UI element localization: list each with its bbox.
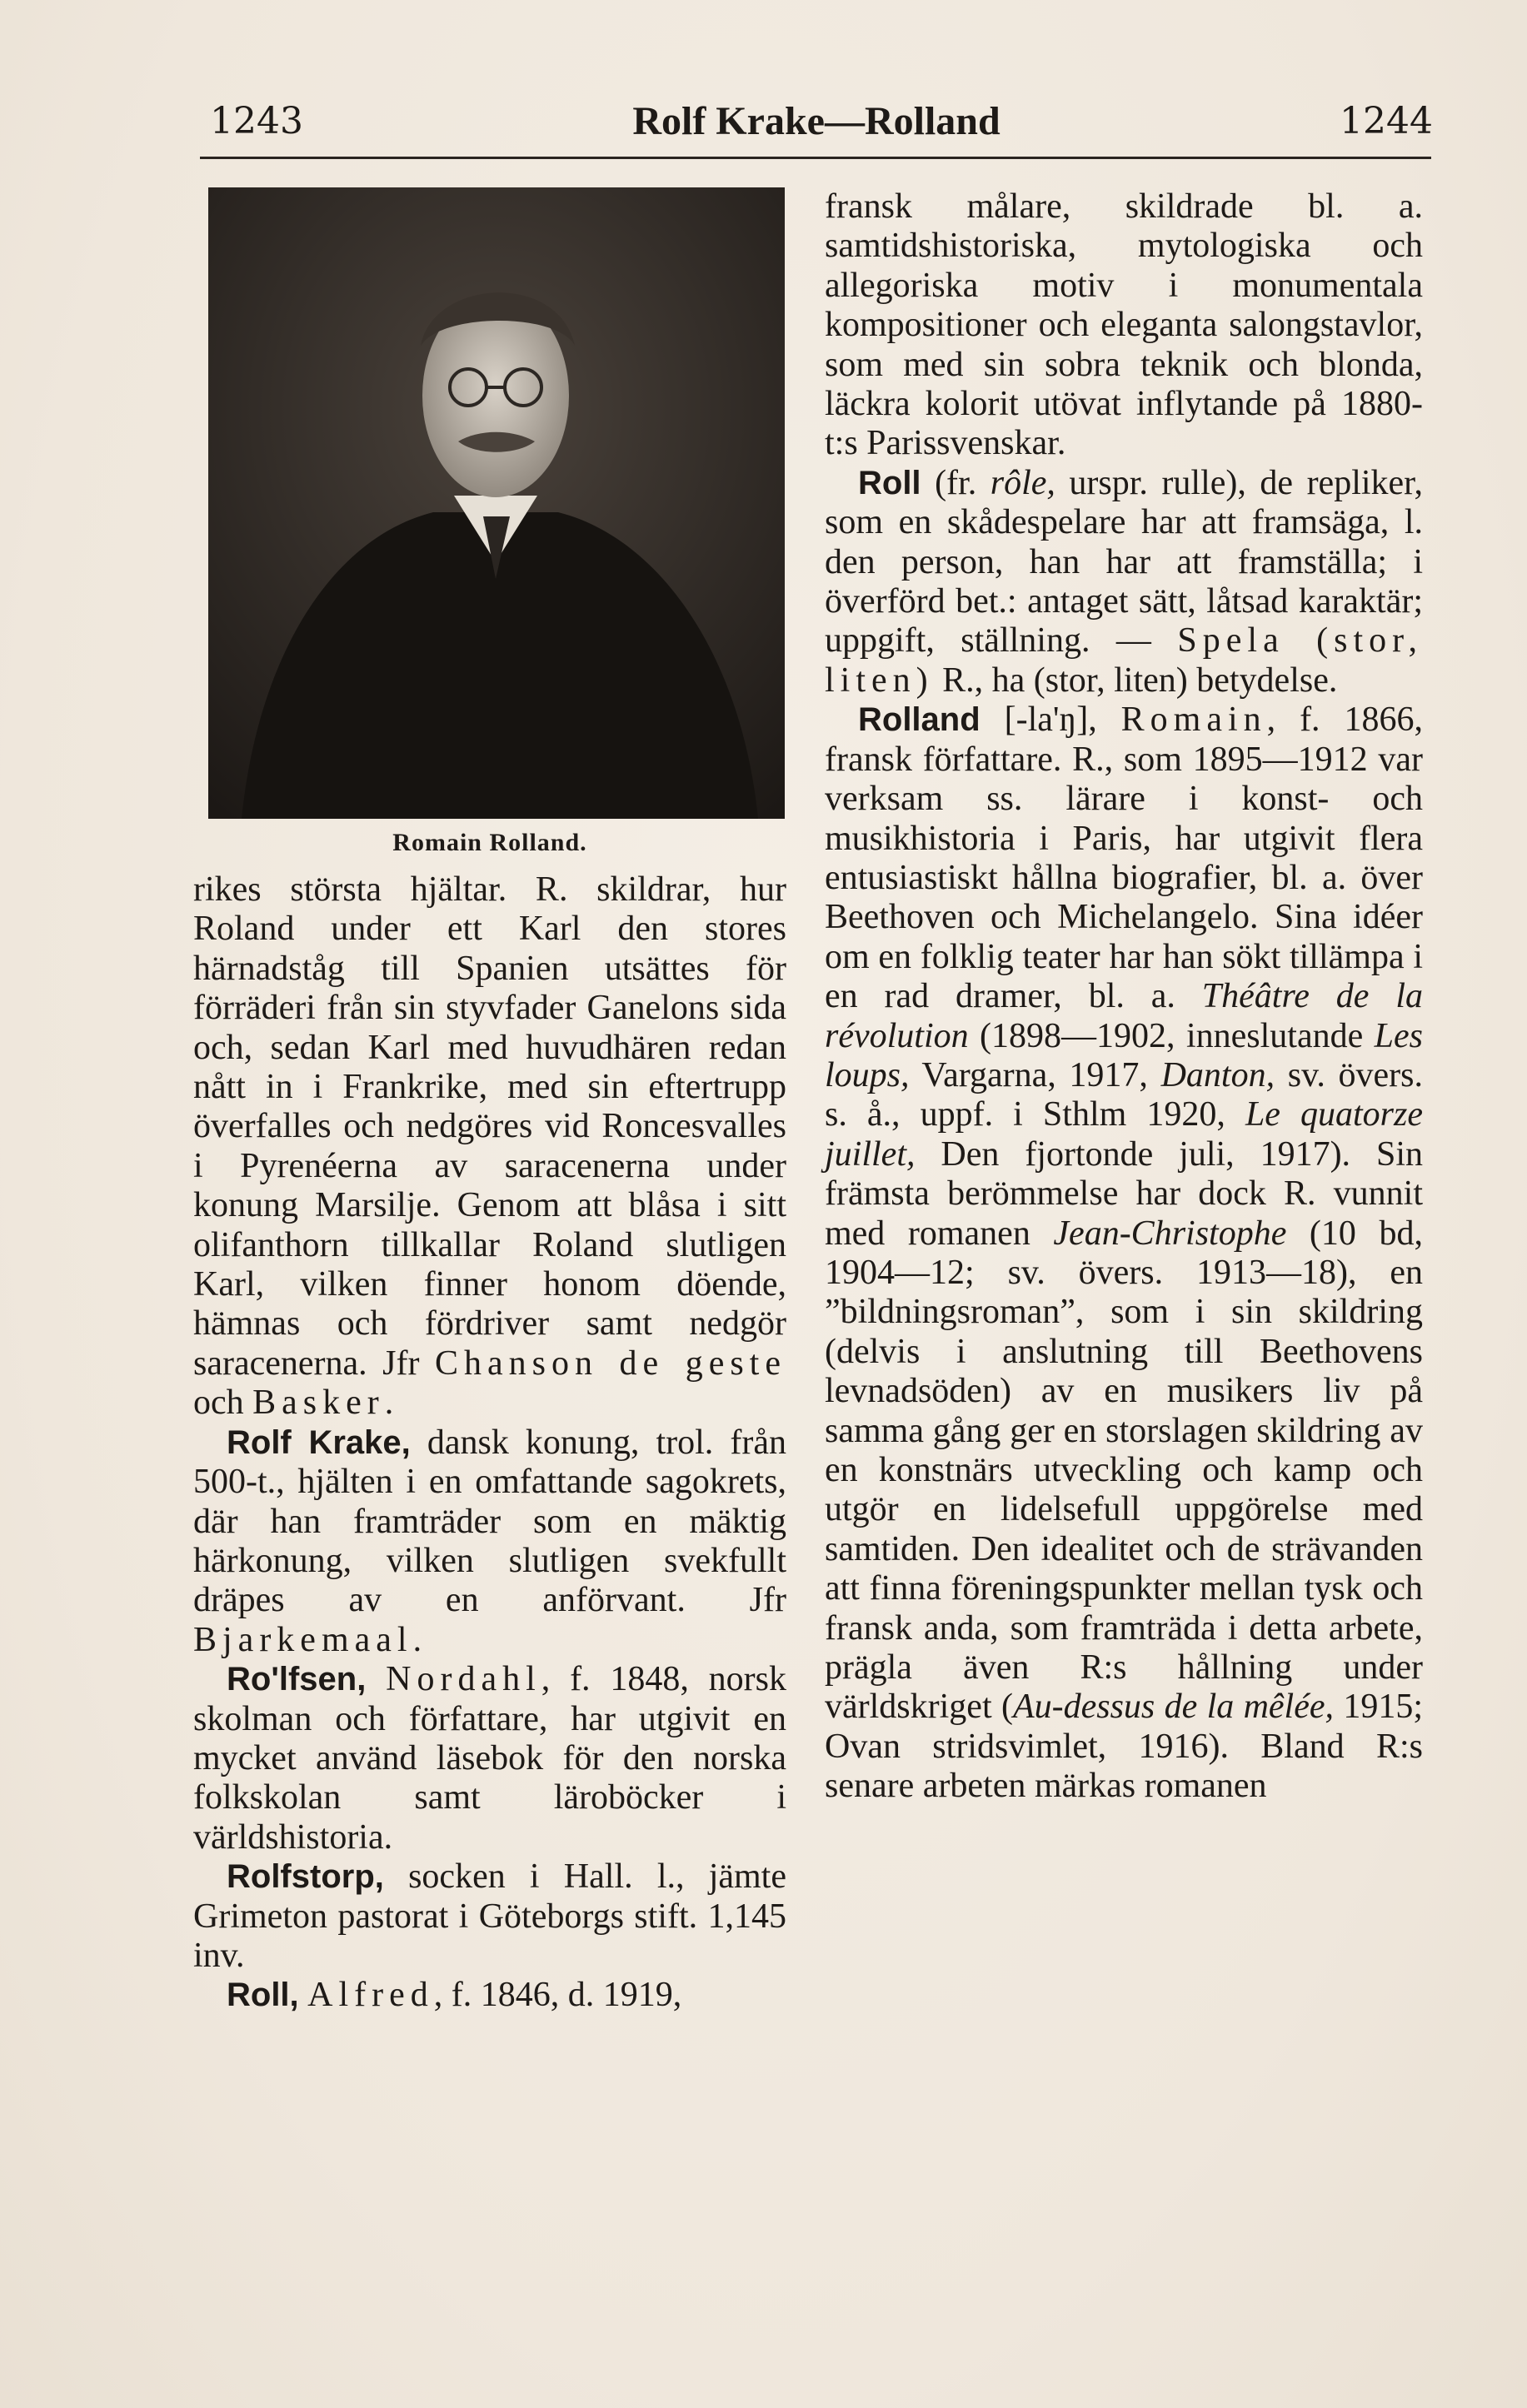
entry-roll: Roll (fr. rôle, urspr. rulle), de repliker, som en skådespelare har att framsäga, l. den person, han har att framställa; i överförd bet.: antaget sätt, låtsad karaktär; uppgift, ställning. — Spela (stor, liten) R., ha (stor, liten) betydelse. [825, 463, 1423, 700]
headword: Rolland [858, 701, 981, 739]
portrait-photo [208, 187, 785, 819]
right-column [825, 187, 1423, 1807]
header-rule [200, 157, 1431, 159]
headword: Roll [858, 464, 921, 501]
entry-rolfsen: Ro'lfsen, Nordahl, f. 1848, norsk skolman och författare, har utgivit en mycket använd läsebok för den norska folkskolan samt läroböcker i världshistoria. [193, 1660, 786, 1857]
running-title: Rolf Krake—Rolland [632, 99, 1001, 143]
page-number-left: 1243 [210, 100, 303, 142]
roland-continuation: rikes största hjältar. R. skildrar, hur Roland under ett Karl den stores härnadståg till Spanien utsättes för förräderi från sin styvfader Ganelons sida och, sedan Karl med huvudhären redan nått in i Frankrike, med sin eftertrupp överfalles och nedgöres vid Roncesvalles i Pyrenéerna av saracenerna under konung Marsilje. Genom att blåsa i sitt olifanthorn tillkallar Roland slutligen Karl, vilken finner honom döende, hämnas och fördriver samt nedgör saracenerna. Jfr Chanson de geste och Basker. [193, 870, 786, 1423]
entry-rolfstorp: Rolfstorp, socken i Hall. l., jämte Grimeton pastorat i Göteborgs stift. 1,145 inv. [193, 1857, 786, 1975]
roll-alfred-continuation: fransk målare, skildrade bl. a. samtidshistoriska, mytologiska och allegoriska motiv i monumentala kompositioner och eleganta salongstavlor, som med sin sobra teknik och blonda, läckra kolorit utövat inflytande på 1880-t:s Parissvenskar. [825, 187, 1423, 463]
headword: Rolfstorp, [227, 1858, 384, 1896]
portrait-figure [193, 187, 786, 859]
headword: Roll, [227, 1977, 299, 2014]
page-number-right: 1244 [1340, 100, 1433, 142]
left-column [193, 187, 786, 2016]
headword: Rolf Krake, [227, 1423, 411, 1461]
entry-rolf-krake: Rolf Krake, dansk konung, trol. från 500-t., hjälten i en omfattande sagokrets, där han framträder som en mäktig härkonung, vilken slutligen svekfullt dräpes av en anförvant. Jfr Bjarkemaal. [193, 1423, 786, 1659]
cross-reference: Bjarkemaal [193, 1620, 413, 1659]
entry-rolland: Rolland [-la'ŋ], Romain, f. 1866, fransk författare. R., som 1895—1912 var verksam ss. lärare i konst- och musikhistoria i Paris, har utgivit flera entusiastiskt hållna biografier, bl. a. över Beethoven och Michelangelo. Sina idéer om en folklig teater har han sökt tillämpa i en rad dramer, bl. a. Théâtre de la révolution (1898—1902, inneslutande Les loups, Vargarna, 1917, Danton, sv. övers. s. å., uppf. i Sthlm 1920, Le quatorze juillet, Den fjortonde juli, 1917). Sin främsta berömmelse har dock R. vunnit med romanen Jean-Christophe (10 bd, 1904—12; sv. övers. 1913—18), en ”bildningsroman”, som i sin skildring (delvis i anslutning till Beethovens levnadsöden) av en musikers liv på samma gång ger en storslagen skildring av en konstnärs utveckling och kamp och utgör en lidelsefull uppgörelse med samtiden. Den idealitet och de strävanden att finna föreningspunkter mellan tysk och fransk anda, som framträda i detta arbete, prägla även R:s hållning under världskriget (Au-dessus de la mêlée, 1915; Ovan stridsvimlet, 1916). Bland R:s senare arbeten märkas romanen [825, 700, 1424, 1806]
portrait-caption: Romain Rolland. [392, 829, 587, 856]
entry-roll-alfred: Roll, Alfred, f. 1846, d. 1919, [227, 1976, 682, 2015]
cross-reference: Basker [252, 1383, 385, 1423]
cross-reference: Chanson de geste [435, 1344, 786, 1383]
headword: Ro'lfsen, [227, 1661, 367, 1698]
page-header [200, 92, 1433, 150]
